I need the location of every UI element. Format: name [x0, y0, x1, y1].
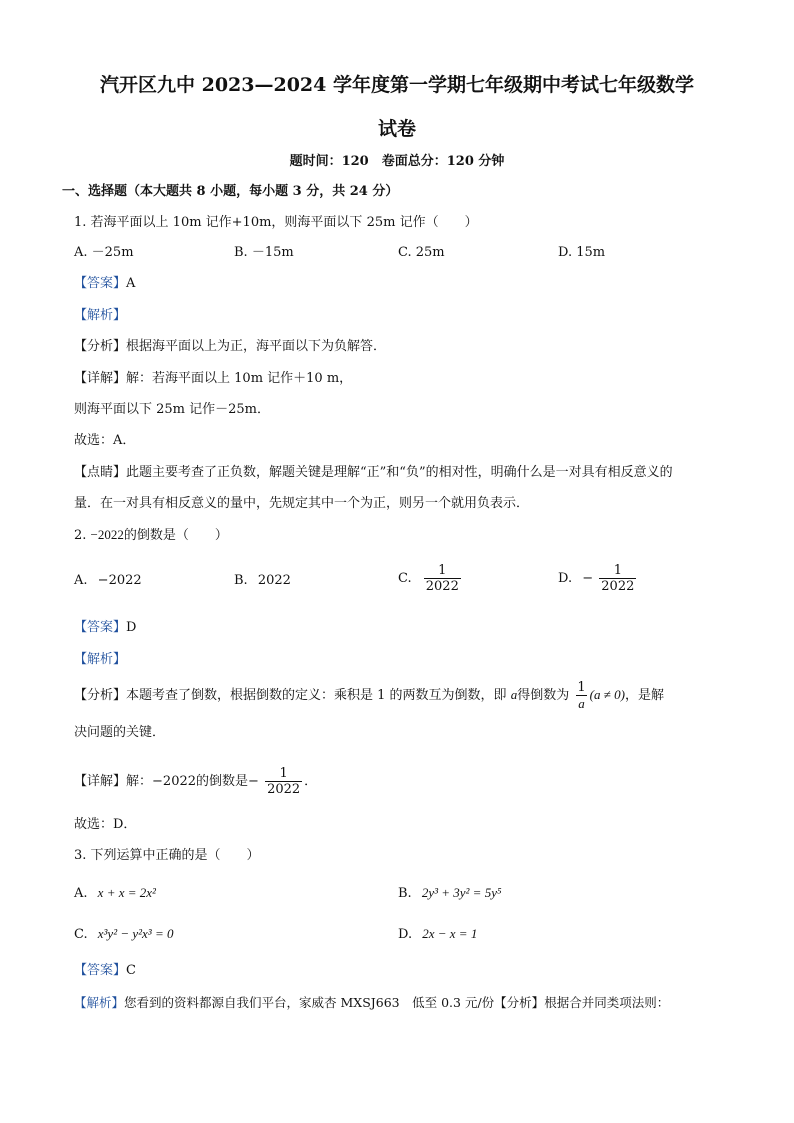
q3-option-a-expr: x + x = 2x² — [97, 885, 156, 900]
dianjing-text: 此题主要考查了正负数，解题关键是理解“正”和“负”的相对性，明确什么是一对具有相反意义的 — [126, 465, 673, 480]
q2-stem — [74, 526, 228, 545]
fraction-denominator: 2022 — [425, 579, 459, 594]
q1-xiangjie-line2: 则海平面以下 25m 记作－25m． — [74, 402, 271, 417]
q2-number: 2. — [74, 528, 87, 543]
q2-option-b — [234, 572, 291, 590]
fenxi-fraction — [575, 680, 587, 711]
q2-option-c-label: C. — [398, 571, 412, 586]
q3-analysis — [74, 994, 669, 1012]
xiangjie-value: −2022 — [152, 774, 197, 789]
q1-fenxi — [74, 338, 386, 356]
fraction-denominator: 2022 — [601, 579, 635, 594]
analysis-tag: 【解析】 — [74, 995, 125, 1010]
q2-stem-rest: 的倒数是（ ） — [123, 528, 228, 543]
minus-sign: − — [248, 774, 259, 789]
q3-option-c — [74, 925, 173, 944]
fenxi-text-post: ，是解 — [624, 688, 664, 703]
q2-option-a — [74, 572, 142, 590]
exam-title-line1: 汽开区九中 2023—2024 学年度第一学期七年级期中考试七年级数学 — [100, 74, 694, 96]
q1-conclusion: 故选：A． — [74, 433, 136, 448]
fenxi-tag: 【分析】 — [74, 688, 127, 703]
q2-option-c-fraction — [424, 563, 461, 594]
q2-option-b-label: B. — [234, 573, 248, 588]
xiangjie-tag: 【详解】 — [74, 774, 127, 789]
fraction-numerator: 1 — [279, 766, 288, 781]
q2-option-d-fraction — [599, 563, 636, 594]
section-heading: 一、选择题（本大题共 8 小题，每小题 3 分，共 24 分） — [62, 184, 399, 199]
answer-value: C — [126, 963, 136, 978]
q2-analysis-tag: 【解析】 — [74, 652, 127, 667]
q2-conclusion: 故选：D． — [74, 817, 137, 832]
q3-option-a — [74, 884, 156, 903]
xiangjie-text: 解：若海平面以上 10m 记作＋10 m， — [126, 371, 353, 386]
fenxi-text: 根据合并同类项法则： — [544, 995, 670, 1010]
q3-option-b-label: B. — [398, 886, 412, 901]
q1-option-c: C. 25m — [398, 245, 445, 260]
q3-option-d-label: D. — [398, 927, 413, 942]
q2-option-d — [558, 563, 638, 594]
q2-stem-value: −2022 — [90, 527, 124, 542]
fenxi-text-mid: 得倒数为 — [517, 688, 570, 703]
q3-answer — [74, 962, 136, 980]
fraction-numerator: 1 — [613, 563, 622, 578]
analysis-text: 您看到的资料都源自我们平台，家威杏 MXSJ663 低至 0.3 元/份 — [124, 995, 495, 1010]
q2-option-a-value: −2022 — [97, 573, 142, 588]
answer-tag: 【答案】 — [74, 963, 127, 978]
q1-answer — [74, 275, 135, 293]
q2-option-d-label: D. — [558, 571, 573, 586]
q1-xiangjie — [74, 370, 352, 388]
q3-option-a-label: A. — [74, 886, 88, 901]
q3-option-b-expr: 2y³ + 3y² = 5y⁵ — [421, 885, 502, 900]
exam-info: 题时间：120 卷面总分：120 分钟 — [289, 154, 505, 169]
xiangjie-tag: 【详解】 — [74, 371, 127, 386]
fenxi-text: 根据海平面以上为正，海平面以下为负解答． — [126, 339, 387, 354]
xiangjie-end: ． — [304, 774, 318, 789]
q3-option-c-expr: x³y² − y²x³ = 0 — [97, 926, 174, 941]
q2-option-c — [398, 563, 463, 594]
q3-option-c-label: C. — [74, 927, 88, 942]
q3-stem: 3. 下列运算中正确的是（ ） — [74, 848, 260, 863]
q1-analysis-tag: 【解析】 — [74, 308, 127, 323]
fenxi-tag: 【分析】 — [74, 339, 127, 354]
answer-tag: 【答案】 — [74, 620, 127, 635]
exam-title-line2: 试卷 — [377, 118, 416, 140]
minus-sign: − — [582, 571, 594, 586]
answer-value: A — [126, 276, 136, 291]
q2-answer — [74, 619, 136, 637]
xiangjie-text: 解： — [126, 774, 153, 789]
dianjing-tag: 【点睛】 — [74, 465, 127, 480]
xiangjie-fraction — [265, 766, 302, 797]
fraction-numerator: 1 — [438, 563, 447, 578]
fenxi-text: 本题考查了倒数，根据倒数的定义：乘积是 1 的两数互为倒数，即 — [126, 688, 507, 703]
fraction-denominator: a — [578, 696, 585, 711]
fenxi-variable: a — [510, 687, 518, 702]
q2-option-a-label: A. — [74, 573, 88, 588]
answer-value: D — [126, 620, 137, 635]
q1-option-a: A. －25m — [74, 245, 134, 260]
q2-fenxi — [74, 680, 664, 711]
xiangjie-text-mid: 的倒数是 — [196, 774, 249, 789]
q1-option-b: B. －15m — [234, 245, 294, 260]
fenxi-condition: (a ≠ 0) — [589, 687, 625, 702]
q3-option-b — [398, 884, 502, 903]
fraction-numerator: 1 — [577, 680, 586, 695]
answer-tag: 【答案】 — [74, 276, 127, 291]
q2-xiangjie — [74, 766, 317, 797]
q1-dianjing — [74, 464, 673, 482]
q1-stem: 1. 若海平面以上 10m 记作+10m，则海平面以下 25m 记作（ ） — [74, 215, 478, 230]
q2-option-b-value: 2022 — [257, 573, 291, 588]
q1-dianjing-line2: 量．在一对具有相反意义的量中，先规定其中一个为正，则另一个就用负表示． — [74, 496, 530, 511]
fraction-denominator: 2022 — [267, 782, 301, 797]
q1-option-d: D. 15m — [558, 245, 606, 260]
fenxi-tag: 【分析】 — [494, 995, 545, 1010]
q3-option-d — [398, 925, 477, 944]
q3-option-d-expr: 2x − x = 1 — [422, 926, 478, 941]
q2-fenxi-line2: 决问题的关键． — [74, 725, 166, 740]
